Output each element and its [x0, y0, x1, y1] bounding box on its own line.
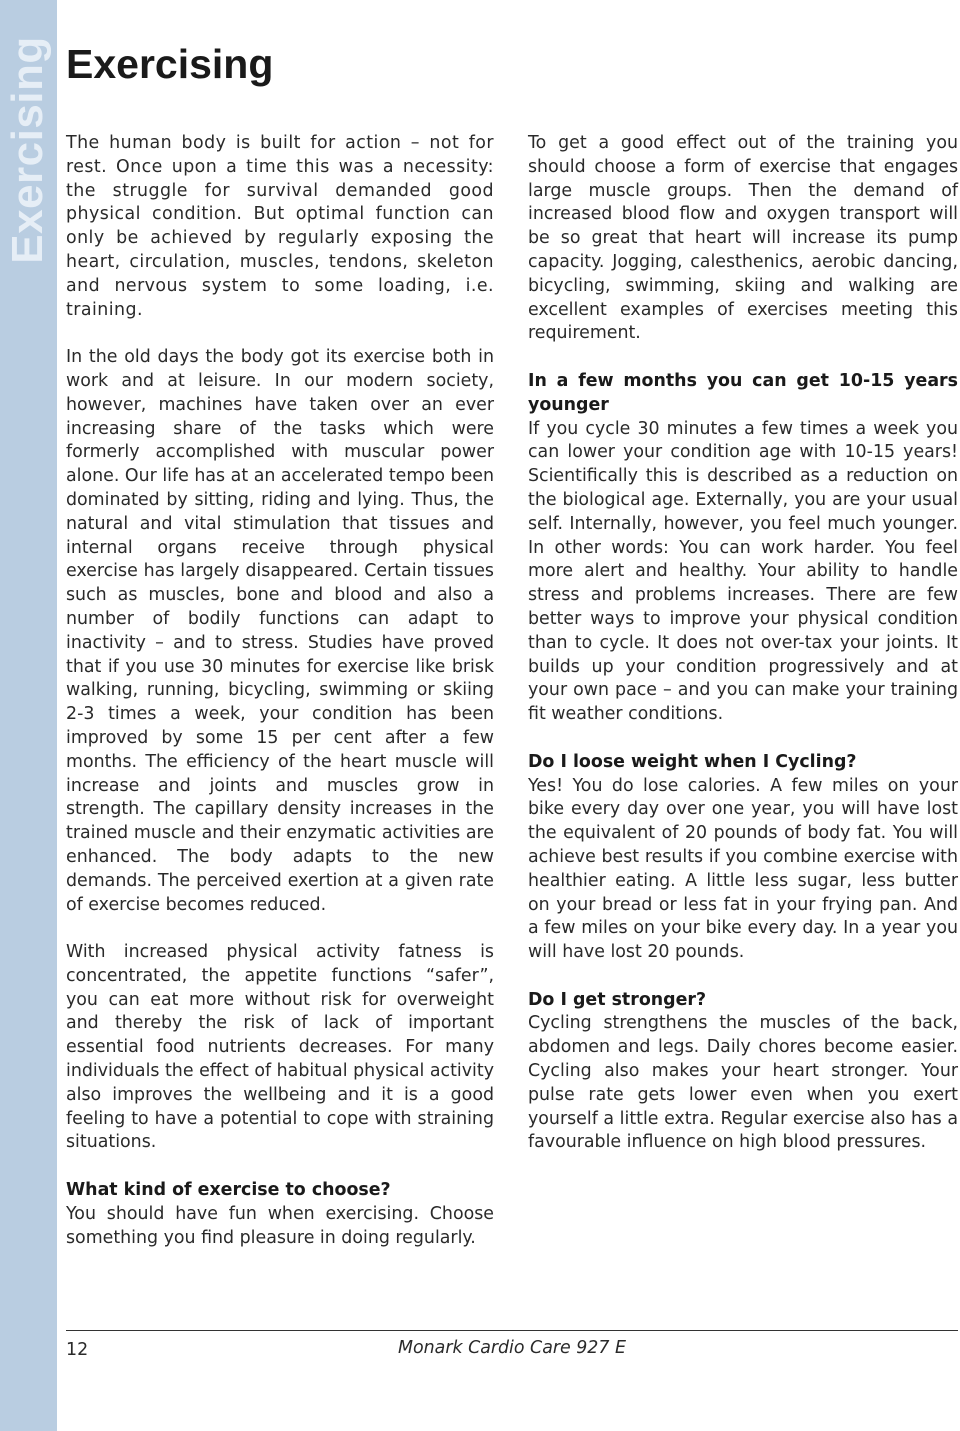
modern-society-paragraph: In the old days the body got its exercise both in work and at leisure. In our modern society, however, machines have taken over an ever increasing share of the tasks which were formerly accomplished with muscular power alone. Our life has at an accelerated tempo been dominated by sitting, riding and lying. Thus, the natural and vital stimulation that tissues and internal organs receive through physical exercise has largely disappeared. Certain tissues such as muscles, bone and blood and also a number of bodily functions can adapt to inactivity – and to stress. Studies have proved that if you use 30 minutes for exercise like brisk walking, running, bicycling, swimming or skiing 2-3 times a week, your condition has been improved by some 15 per cent after a few months. The efficiency of the heart muscle will increase and joints and muscles grow in strength. The capillary density increases in the trained muscle and their enzymatic activities are enhanced. The body adapts to the new demands. The perceived exertion at a given rate of exercise becomes reduced.	[66, 347, 494, 915]
side-section-label	[0, 0, 57, 300]
training-effect-paragraph: To get a good effect out of the training you should choose a form of exercise that engages large muscle groups. Then the demand of increased blood flow and oxygen transport will be so great that heart will increase its pump capacity. Jogging, calesthenics, aerobic dancing, bicycling, swimming, skiing and walking are excellent examples of exercises meeting this requirement.	[528, 133, 958, 344]
left-column	[66, 132, 494, 1274]
younger-heading: In a few months you can get 10-15 years younger	[528, 370, 958, 415]
page-title: Exercising	[66, 41, 274, 87]
younger-section	[528, 370, 958, 727]
footer-divider	[66, 1330, 958, 1331]
footer-manual-title: Monark Cardio Care 927 E	[398, 1338, 626, 1358]
weight-section	[528, 751, 958, 965]
stronger-text: Cycling strengthens the muscles of the back, abdomen and legs. Daily chores become easier. Cycling also makes your heart stronger. Your pulse rate gets lower even when you exert yourself a little extra. Regular exercise also has a favourable influence on high blood pressures.	[528, 1013, 958, 1153]
choose-exercise-heading: What kind of exercise to choose?	[66, 1180, 391, 1201]
choose-exercise-section	[66, 1179, 494, 1250]
intro-paragraph: The human body is built for action – not for rest. Once upon a time this was a necessity: the struggle for survival demanded good physical condition. But optimal function can only be achieved by regularly exposing the heart, circulation, muscles, tendons, skeleton and nervous system to some loading, i.e. training.	[66, 133, 494, 320]
physical-activity-paragraph: With increased physical activity fatness is concentrated, the appetite functions “safer”, you can eat more without risk for overweight and thereby the risk of lack of important essential food nutrients decreases. For many individuals the effect of habitual physical activity also improves the wellbeing and it is a good feeling to have a potential to cope with straining situations.	[66, 942, 494, 1153]
younger-text: If you cycle 30 minutes a few times a week you can lower your condition age with 10-15 years! Scientifically this is described as a reduction on the biological age. Externally, you are your usual self. Internally, however, you feel much younger. In other words: You can work harder. You feel more alert and healthy. Your ability to handle stress and problems increases. There are few better ways to improve your physical condition than to cycle. It does not over-tax your joints. It builds up your condition progressively and at your own pace – and you can make your training fit weather conditions.	[528, 418, 958, 725]
weight-text: Yes! You do lose calories. A few miles on your bike every day over one year, you will have lost the equivalent of 20 pounds of body fat. You will achieve best results if you combine exercise with healthier eating. A little less sugar, less butter on your bread or less fat in your frying pan. And a few miles on your bike every day. In a year you will have lost 20 pounds.	[528, 775, 958, 963]
stronger-heading: Do I get stronger?	[528, 989, 707, 1010]
choose-exercise-text: You should have fun when exercising. Choose something you find pleasure in doing regularly.	[66, 1203, 494, 1248]
page-number: 12	[66, 1340, 89, 1360]
right-column	[528, 132, 958, 1179]
weight-heading: Do I loose weight when I Cycling?	[528, 751, 857, 772]
side-section-label-text: Exercising	[3, 36, 52, 264]
stronger-section	[528, 989, 958, 1156]
